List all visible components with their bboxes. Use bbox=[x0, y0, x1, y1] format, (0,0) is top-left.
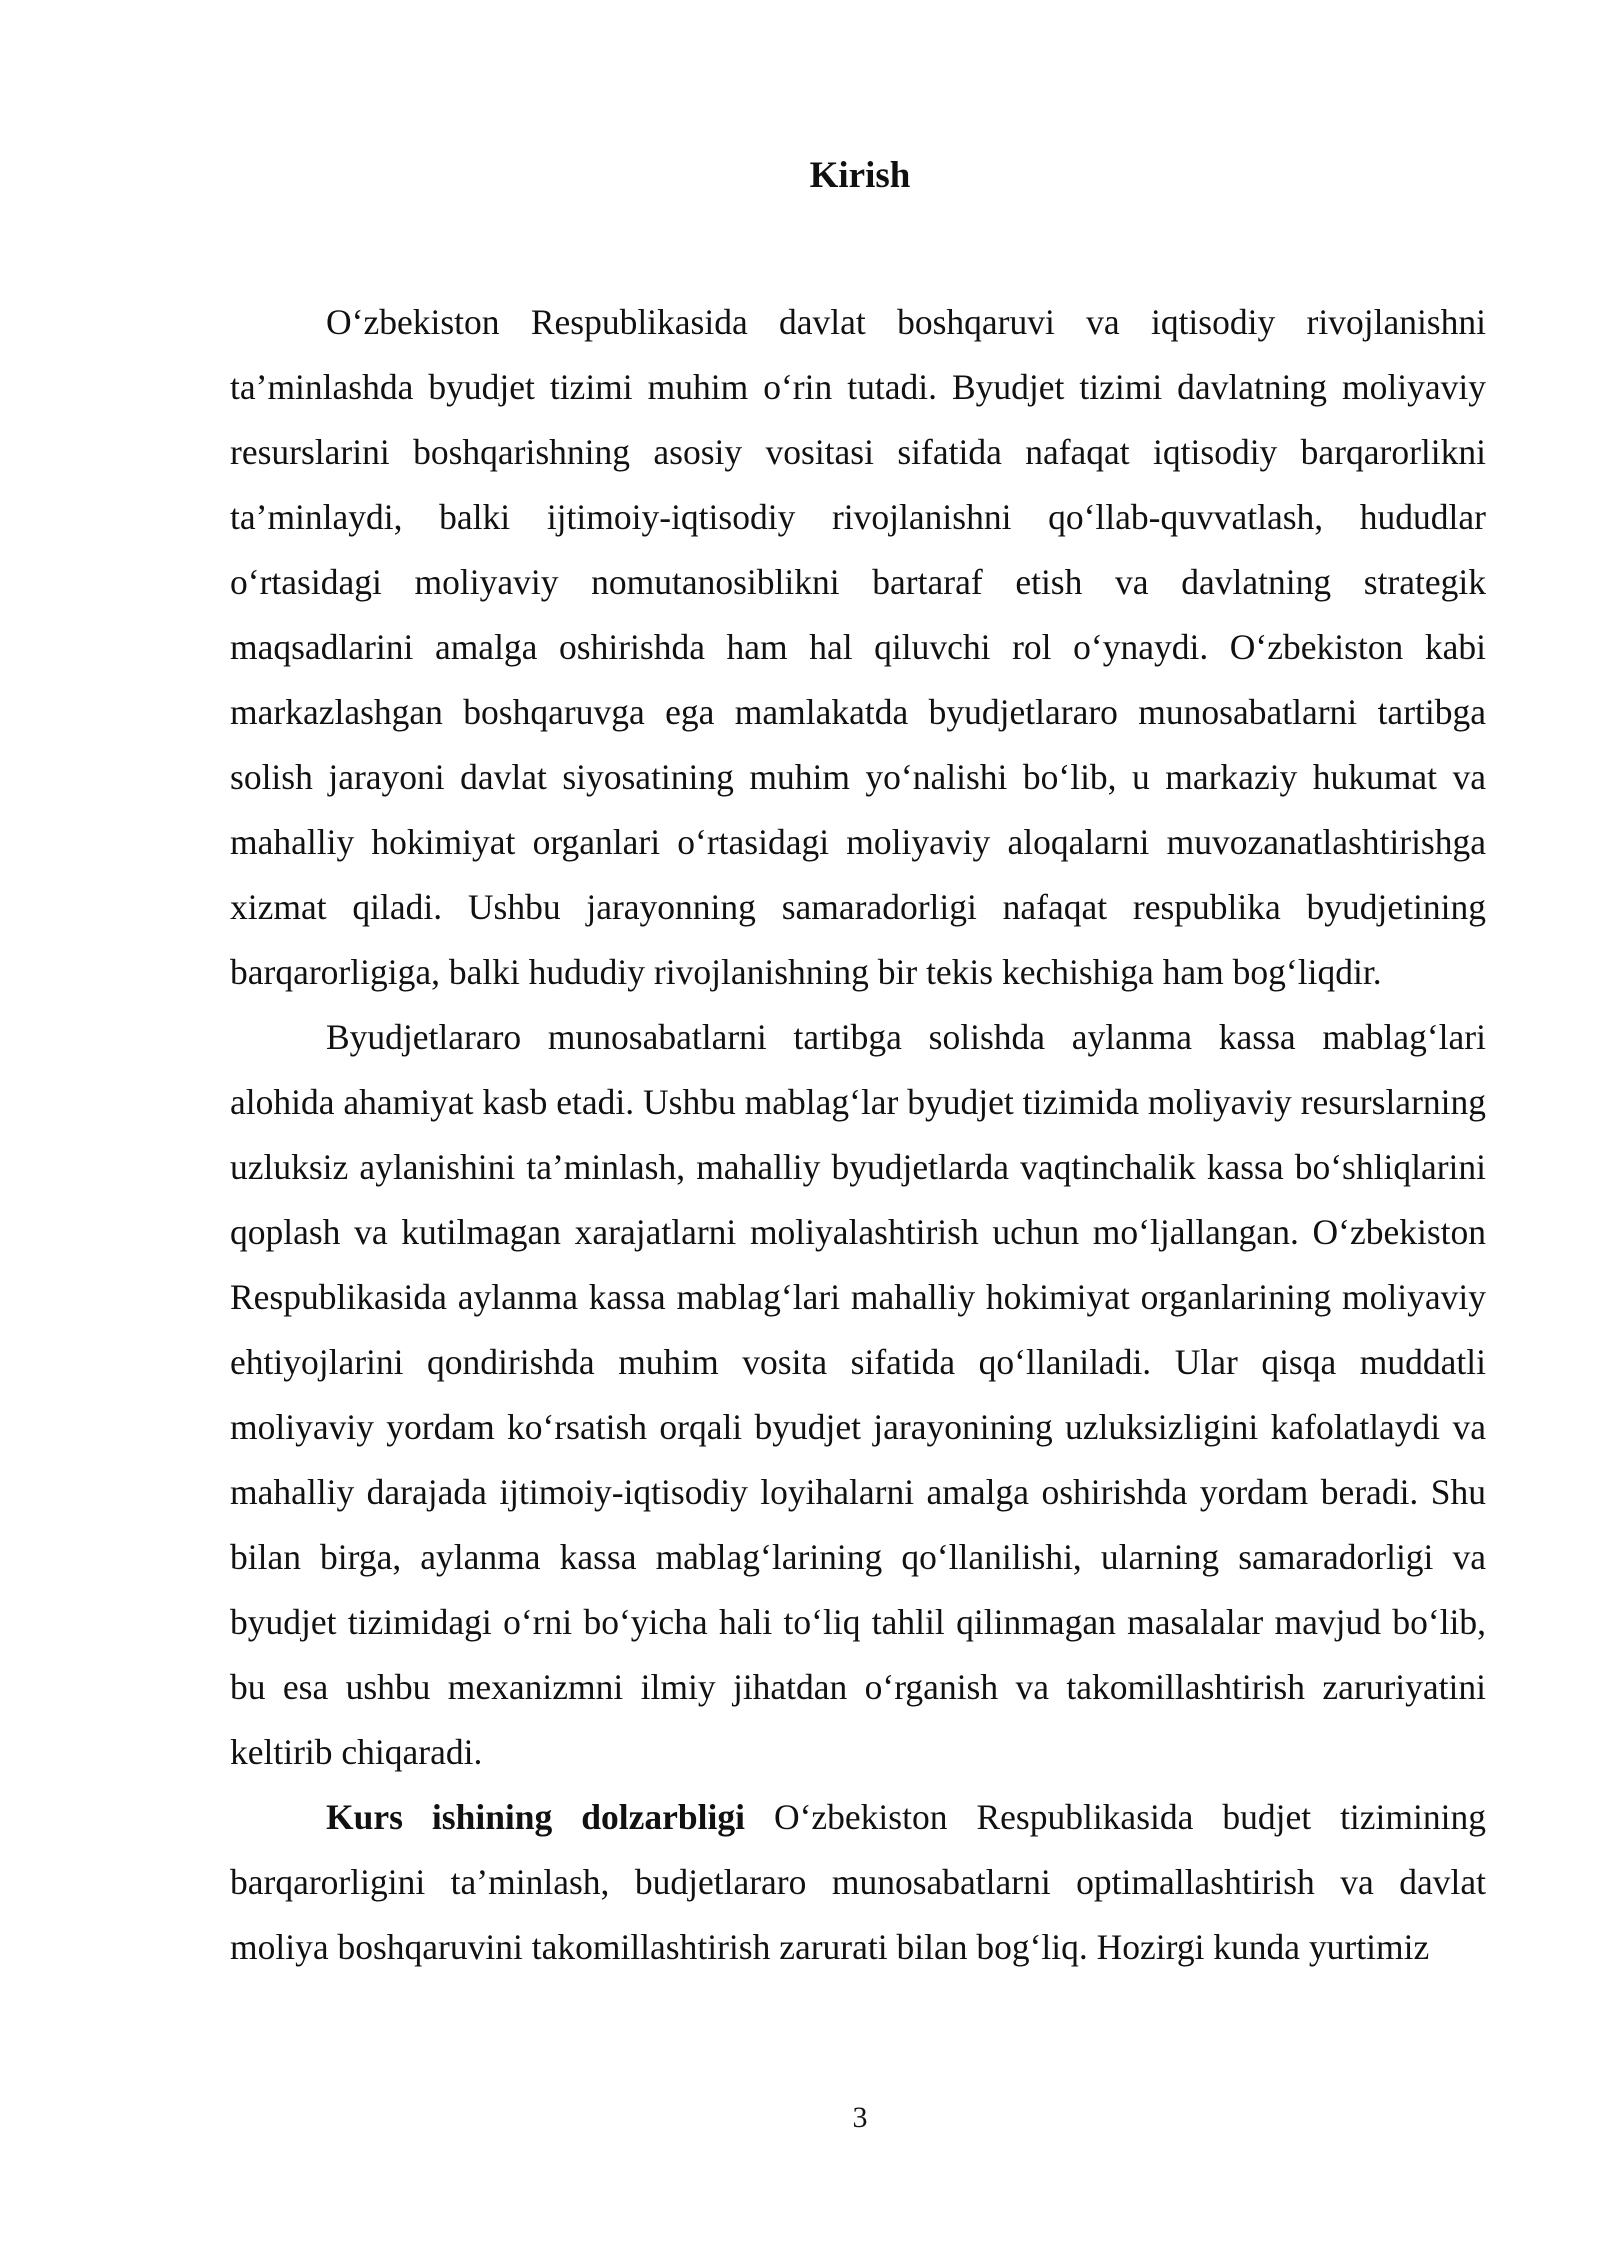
paragraph-relevance bbox=[230, 1785, 1486, 1980]
paragraph-intro bbox=[230, 290, 1486, 1005]
body-text bbox=[230, 290, 1486, 1980]
paragraph-text: O‘zbekiston Respublikasida budjet tizimining barqarorligini ta’minlash, budjetlararo munosabatlarni optimallashtirish va davlat moliya boshqaruvini takomillashtirish zarurati bilan bog‘liq. Hozirgi kunda yurtimiz bbox=[230, 1797, 1486, 1967]
paragraph-lead-heading: Kurs ishining dolzarbligi bbox=[326, 1797, 745, 1837]
paragraph-revolving-funds bbox=[230, 1005, 1486, 1785]
paragraph-text: Byudjetlararo munosabatlarni tartibga solishda aylanma kassa mablag‘lari alohida ahamiyat kasb etadi. Ushbu mablag‘lar byudjet tizimida moliyaviy resurslarning uzluksiz aylanishini ta’minlash, mahalliy byudjetlarda vaqtinchalik kassa bo‘shliqlarini qoplash va kutilmagan xarajatlarni moliyalashtirish uchun mo‘ljallangan. O‘zbekiston Respublikasida aylanma kassa mablag‘lari mahalliy hokimiyat organlarining moliyaviy ehtiyojlarini qondirishda muhim vosita sifatida qo‘llaniladi. Ular qisqa muddatli moliyaviy yordam ko‘rsatish orqali byudjet jarayonining uzluksizligini kafolatlaydi va mahalliy darajada ijtimoiy-iqtisodiy loyihalarni amalga oshirishda yordam beradi. Shu bilan birga, aylanma kassa mablag‘larining qo‘llanilishi, ularning samaradorligi va byudjet tizimidagi o‘rni bo‘yicha hali to‘liq tahlil qilinmagan masalalar mavjud bo‘lib, bu esa ushbu mexanizmni ilmiy jihatdan o‘rganish va takomillashtirish zaruriyatini keltirib chiqaradi. bbox=[230, 1017, 1486, 1772]
page-title: Kirish bbox=[809, 155, 911, 196]
paragraph-text: O‘zbekiston Respublikasida davlat boshqaruvi va iqtisodiy rivojlanishni ta’minlashda byudjet tizimi muhim o‘rin tutadi. Byudjet tizimi davlatning moliyaviy resurslarini boshqarishning asosiy vositasi sifatida nafaqat iqtisodiy barqarorlikni ta’minlaydi, balki ijtimoiy-iqtisodiy rivojlanishni qo‘llab-quvvatlash, hududlar o‘rtasidagi moliyaviy nomutanosiblikni bartaraf etish va davlatning strategik maqsadlarini amalga oshirishda ham hal qiluvchi rol o‘ynaydi. O‘zbekiston kabi markazlashgan boshqaruvga ega mamlakatda byudjetlararo munosabatlarni tartibga solish jarayoni davlat siyosatining muhim yo‘nalishi bo‘lib, u markaziy hukumat va mahalliy hokimiyat organlari o‘rtasidagi moliyaviy aloqalarni muvozanatlashtirishga xizmat qiladi. Ushbu jarayonning samaradorligi nafaqat respublika byudjetining barqarorligiga, balki hududiy rivojlanishning bir tekis kechishiga ham bog‘liqdir. bbox=[230, 302, 1486, 992]
page-number: 3 bbox=[852, 2101, 868, 2134]
